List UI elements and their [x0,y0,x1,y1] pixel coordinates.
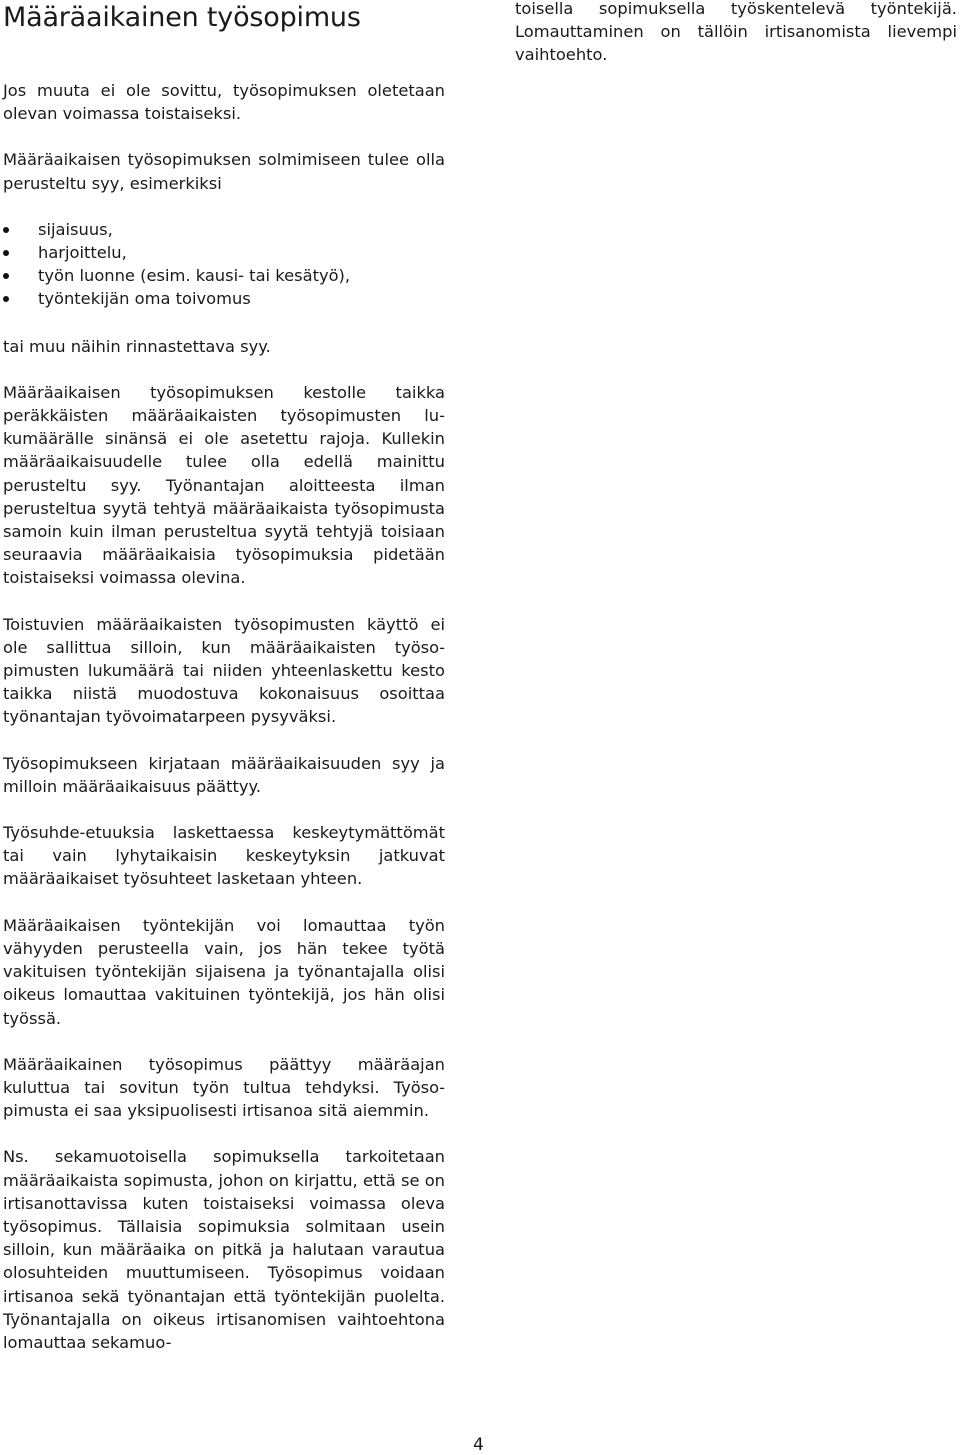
list-item-text: sijaisuus, [38,219,113,239]
paragraph-repeated-contracts: Toistuvien määräaikaisten työsopimusten käyttö ei ole sallittua silloin, kun määräaikaisten työsopimusten lukumäärä tai niiden yhteenlaskettu kesto taikka niistä muodostuva kokonaisuus osoittaa työnantajan työvoimatarpeen pysyväksi. [3,614,445,727]
paragraph-mixed-contract-continued: toisella sopimuksella työskentelevä työntekijä. Lomauttaminen on tällöin irtisanomista lievempi vaihtoehto. [515,0,957,65]
list-item-text: työn luonne (esim. kausi- tai kesätyö), [38,266,351,286]
paragraph-justified-reason: Määräaikaisen työsopimuksen solmimiseen tulee olla perusteltu syy, esimerkiksi [3,150,445,193]
paragraph-contract-recording: Työsopimukseen kirjataan määräaikaisuuden syy ja milloin määräaikaisuus päättyy. [3,753,445,796]
paragraph-default-duration: Jos muuta ei ole sovittu, työsopimuksen oletetaan olevan voimassa toistaiseksi. [3,81,445,124]
paragraph-contract-end: Määräaikainen työsopimus päättyy määräajan kuluttua tai sovitun työn tultua tehdyksi. Työsopimusta ei saa yksipuolisesti irtisanoa sitä aiemmin. [3,1054,445,1121]
bullet-icon [3,250,9,256]
list-item [3,218,445,241]
paragraph-other-reason: tai muu näihin rinnastettava syy. [3,336,271,356]
paragraph-layoff: Määräaikaisen työntekijän voi lomauttaa työn vähyyden perusteella vain, jos hän tekee työtä vakituisen työntekijän sijaisena ja työnantajalla olisi oikeus lomauttaa vakituinen työntekijä, jos hän olisi työssä. [3,915,445,1028]
bullet-icon [3,273,9,279]
list-item [3,241,445,264]
list-item [3,287,445,310]
list-item-text: työntekijän oma toivomus [38,289,251,309]
paragraph-mixed-contract: Ns. sekamuotoisella sopimuksella tarkoitetaan määräaikaista sopimusta, johon on kirjattu, että se on irtisanottavissa kuten toistaiseksi voimassa oleva työsopimus. Tällaisia sopimuksia solmitaan usein silloin, kun määräaika on pitkä ja halutaan varautua olosuhteiden muuttumiseen. Työsopimus voidaan irtisanoa sekä työnantajan että työntekijän puolelta. Työnantajalla on oikeus irtisanomisen vaihtoehtona lomauttaa sekamuo- [3,1147,445,1352]
reasons-list [3,218,445,311]
bullet-icon [3,227,9,233]
page-number: 4 [473,1435,484,1455]
list-item [3,264,445,287]
paragraph-duration-limits: Määräaikaisen työsopimuksen kestolle taikka peräkkäisten määräaikaisten työsopimusten lukumäärälle sinänsä ei ole asetettu rajoja. Kullekin määräaikaisuudelle tulee olla edellä mainittu perusteltu syy. Työnantajan aloitteesta ilman perusteltua syytä tehtyä määräaikaista työsopimusta samoin kuin ilman perusteltua syytä tehtyjä toisiaan seuraavia määräaikaisia työsopimuksia pidetään toistaiseksi voimassa olevina. [3,382,445,588]
page-title: Määräaikainen työsopimus [3,2,361,33]
right-column [515,0,957,67]
left-column [3,79,445,1354]
bullet-icon [3,296,9,302]
paragraph-benefits-calculation: Työsuhde-etuuksia laskettaessa keskeytymättömät tai vain lyhytaikaisin keskeytyksin jatkuvat määräaikaiset työsuhteet lasketaan yhteen. [3,823,445,889]
list-item-text: harjoittelu, [38,243,127,263]
